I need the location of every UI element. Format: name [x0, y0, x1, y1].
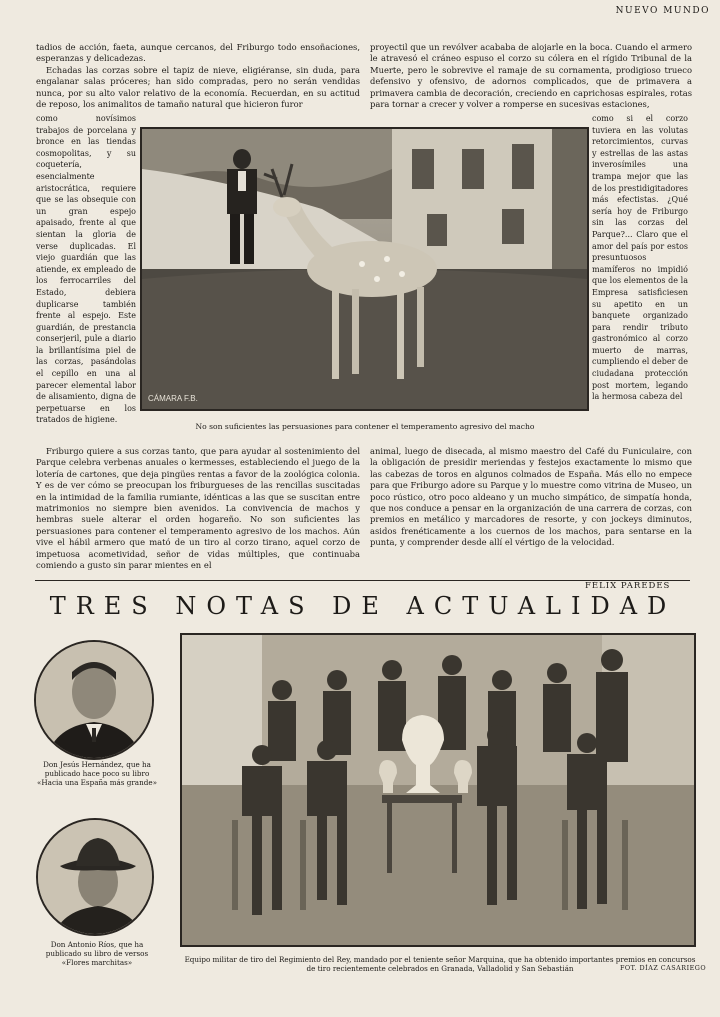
article-intro	[36, 42, 360, 110]
article-float-left	[36, 113, 136, 426]
article-paragraph: proyectil que un revólver acababa de alojarle en la boca. Cuando el armero le atravesó el cráneo espuso el corzo su cólera en el rígido Tribunal de la Muerte, pero le sobrevive el ramaje de su cornamenta, prodigioso trueco defensivo y ofensivo, de adornos complicados, que de primavera a primavera cambia de decoración, creciendo en caprichosas espirales, rotas para tornar a crecer y volver a romperse en sucesivas estaciones,	[370, 42, 692, 110]
deer-illustration	[142, 129, 587, 409]
team-photo-caption: Equipo militar de tiro del Regimiento del Rey, mandado por el teniente señor Marquina, que ha obtenido importantes premios en concursos de tiro recientemente celebrados en Granada, Valladolid y San Sebastián	[184, 955, 696, 973]
portrait-caption: Don Jesús Hernández, que ha publicado hace poco su libro «Hacia una España más grande»	[37, 760, 157, 787]
team-illustration	[182, 635, 694, 945]
section-divider	[35, 580, 690, 581]
article-paragraph: animal, luego de disecada, al mismo maestro del Café du Funiculaire, con la obligación de presidir meriendas y festejos exactamente lo mismo que las cabezas de toros en algunos colmados de España. Más ello no empece para que Friburgo adore su Parque y lo muestre como vitrina de Museo, un poco rústico, otro poco aldeano y un mucho simpático, de simpatía honda, que nos conduce a pensar en la organización de una carrera de corzas, con premios en metálico y marcadores de resorte, y con jockeys diminutos, asidos frenéticamente a los cuernos de los machos, para sentarse en la punta, y comprender desde allí el vértigo de la velocidad.	[370, 446, 692, 548]
article-paragraph: como novísimos trabajos de porcelana y bronce en las tiendas cosmopolitas, y su coquetería, esencialmente aristocrática, requiere que se las obsequie con un gran espejo apaisado, frente al que sientan la gloria de verse duplicadas. El viejo guardián que las atiende, ex empleado de los ferrocarriles del Estado, debiera duplicarse también frente al espejo. Este guardián, de prestancia conserjeril, pule a diario la brillantísima piel de las corzas, pasándolas el cepillo en una al parecer elemental labor de alisamiento, digna de perpetuarse en los tratados de higiene.	[36, 114, 136, 425]
portrait-illustration	[36, 642, 152, 758]
photo-signature: CÁMARA F.B.	[148, 394, 198, 403]
portrait-jesus-hernandez	[34, 640, 154, 760]
portrait-antonio-rios	[36, 818, 154, 936]
deer-photo-caption: No son suficientes las persuasiones para contener el temperamento agresivo del macho	[195, 422, 535, 431]
photo-credit: FOT. DÍAZ CASARIEGO	[620, 964, 707, 972]
portrait-illustration	[38, 820, 152, 934]
article-paragraph: como si el corzo tuviera en las volutas retorcimientos, curvas y estrellas de las astas inverosímiles una trampa mejor que las de los prestidigitadores más efectistas. ¿Qué sería hoy de Friburgo sin las corzas del Parque?... Claro que el amor del país por estos presuntuosos mamíferos no impidió que los elementos de la Empresa satisficiesen su apetito en un banquete organizado para rendir tributo gastronómico al corzo muerto de marras, cumpliendo el deber de ciudadana protección post mortem, legando la hermosa cabeza del	[592, 114, 688, 402]
deer-photo	[140, 127, 589, 411]
article-paragraph: Echadas las corzas sobre el tapiz de nieve, eligiéranse, sin duda, para engalanar salas próceres; han sido compradas, pero no serán vendidas nunca, por su alto valor relativo de la economía. Recuerdan, en su actitud de reposo, los animalitos de tamaño natural que hicieron furor	[36, 64, 360, 110]
article-column-bottom-right	[370, 446, 692, 549]
section-headline: TRES NOTAS DE ACTUALIDAD	[49, 592, 677, 620]
military-team-photo	[180, 633, 696, 947]
article-column-right	[370, 42, 692, 110]
article-float-right	[592, 113, 688, 403]
article-column-bottom-left	[36, 446, 360, 571]
article-signature: FÉLIX PAREDES	[585, 581, 671, 591]
article-paragraph: Friburgo quiere a sus corzas tanto, que para ayudar al sostenimiento del Parque celebra verbenas anuales o kermesses, estableciendo el juego de la lotería de cartones, que deja pingües rentas a favor de la zoológica colonia. Y es de ver cómo se preocupan los friburgueses de las rencillas suscitadas en la intimidad de la familia rumiante, idénticas a las que se suscitan entre matrimonios no siempre bien avenidos. La convivencia de machos y hembras suele alterar el orden hogareño. No son suficientes las persuasiones para contener el temperamento agresivo de los machos. Aún vive el hábil armero que mató de un tiro al corzo tirano, aquel corzo de impetuosa acometividad, señor de vidas múltiples, que continuaba comiendo a gusto sin parar mientes en el	[36, 446, 360, 571]
portrait-caption: Don Antonio Ríos, que ha publicado su libro de versos «Flores marchitas»	[45, 940, 149, 967]
masthead: NUEVO MUNDO	[615, 6, 710, 16]
article-paragraph: tadios de acción, faeta, aunque cercanos, del Friburgo todo ensoñaciones, esperanzas y delicadezas.	[36, 42, 360, 64]
